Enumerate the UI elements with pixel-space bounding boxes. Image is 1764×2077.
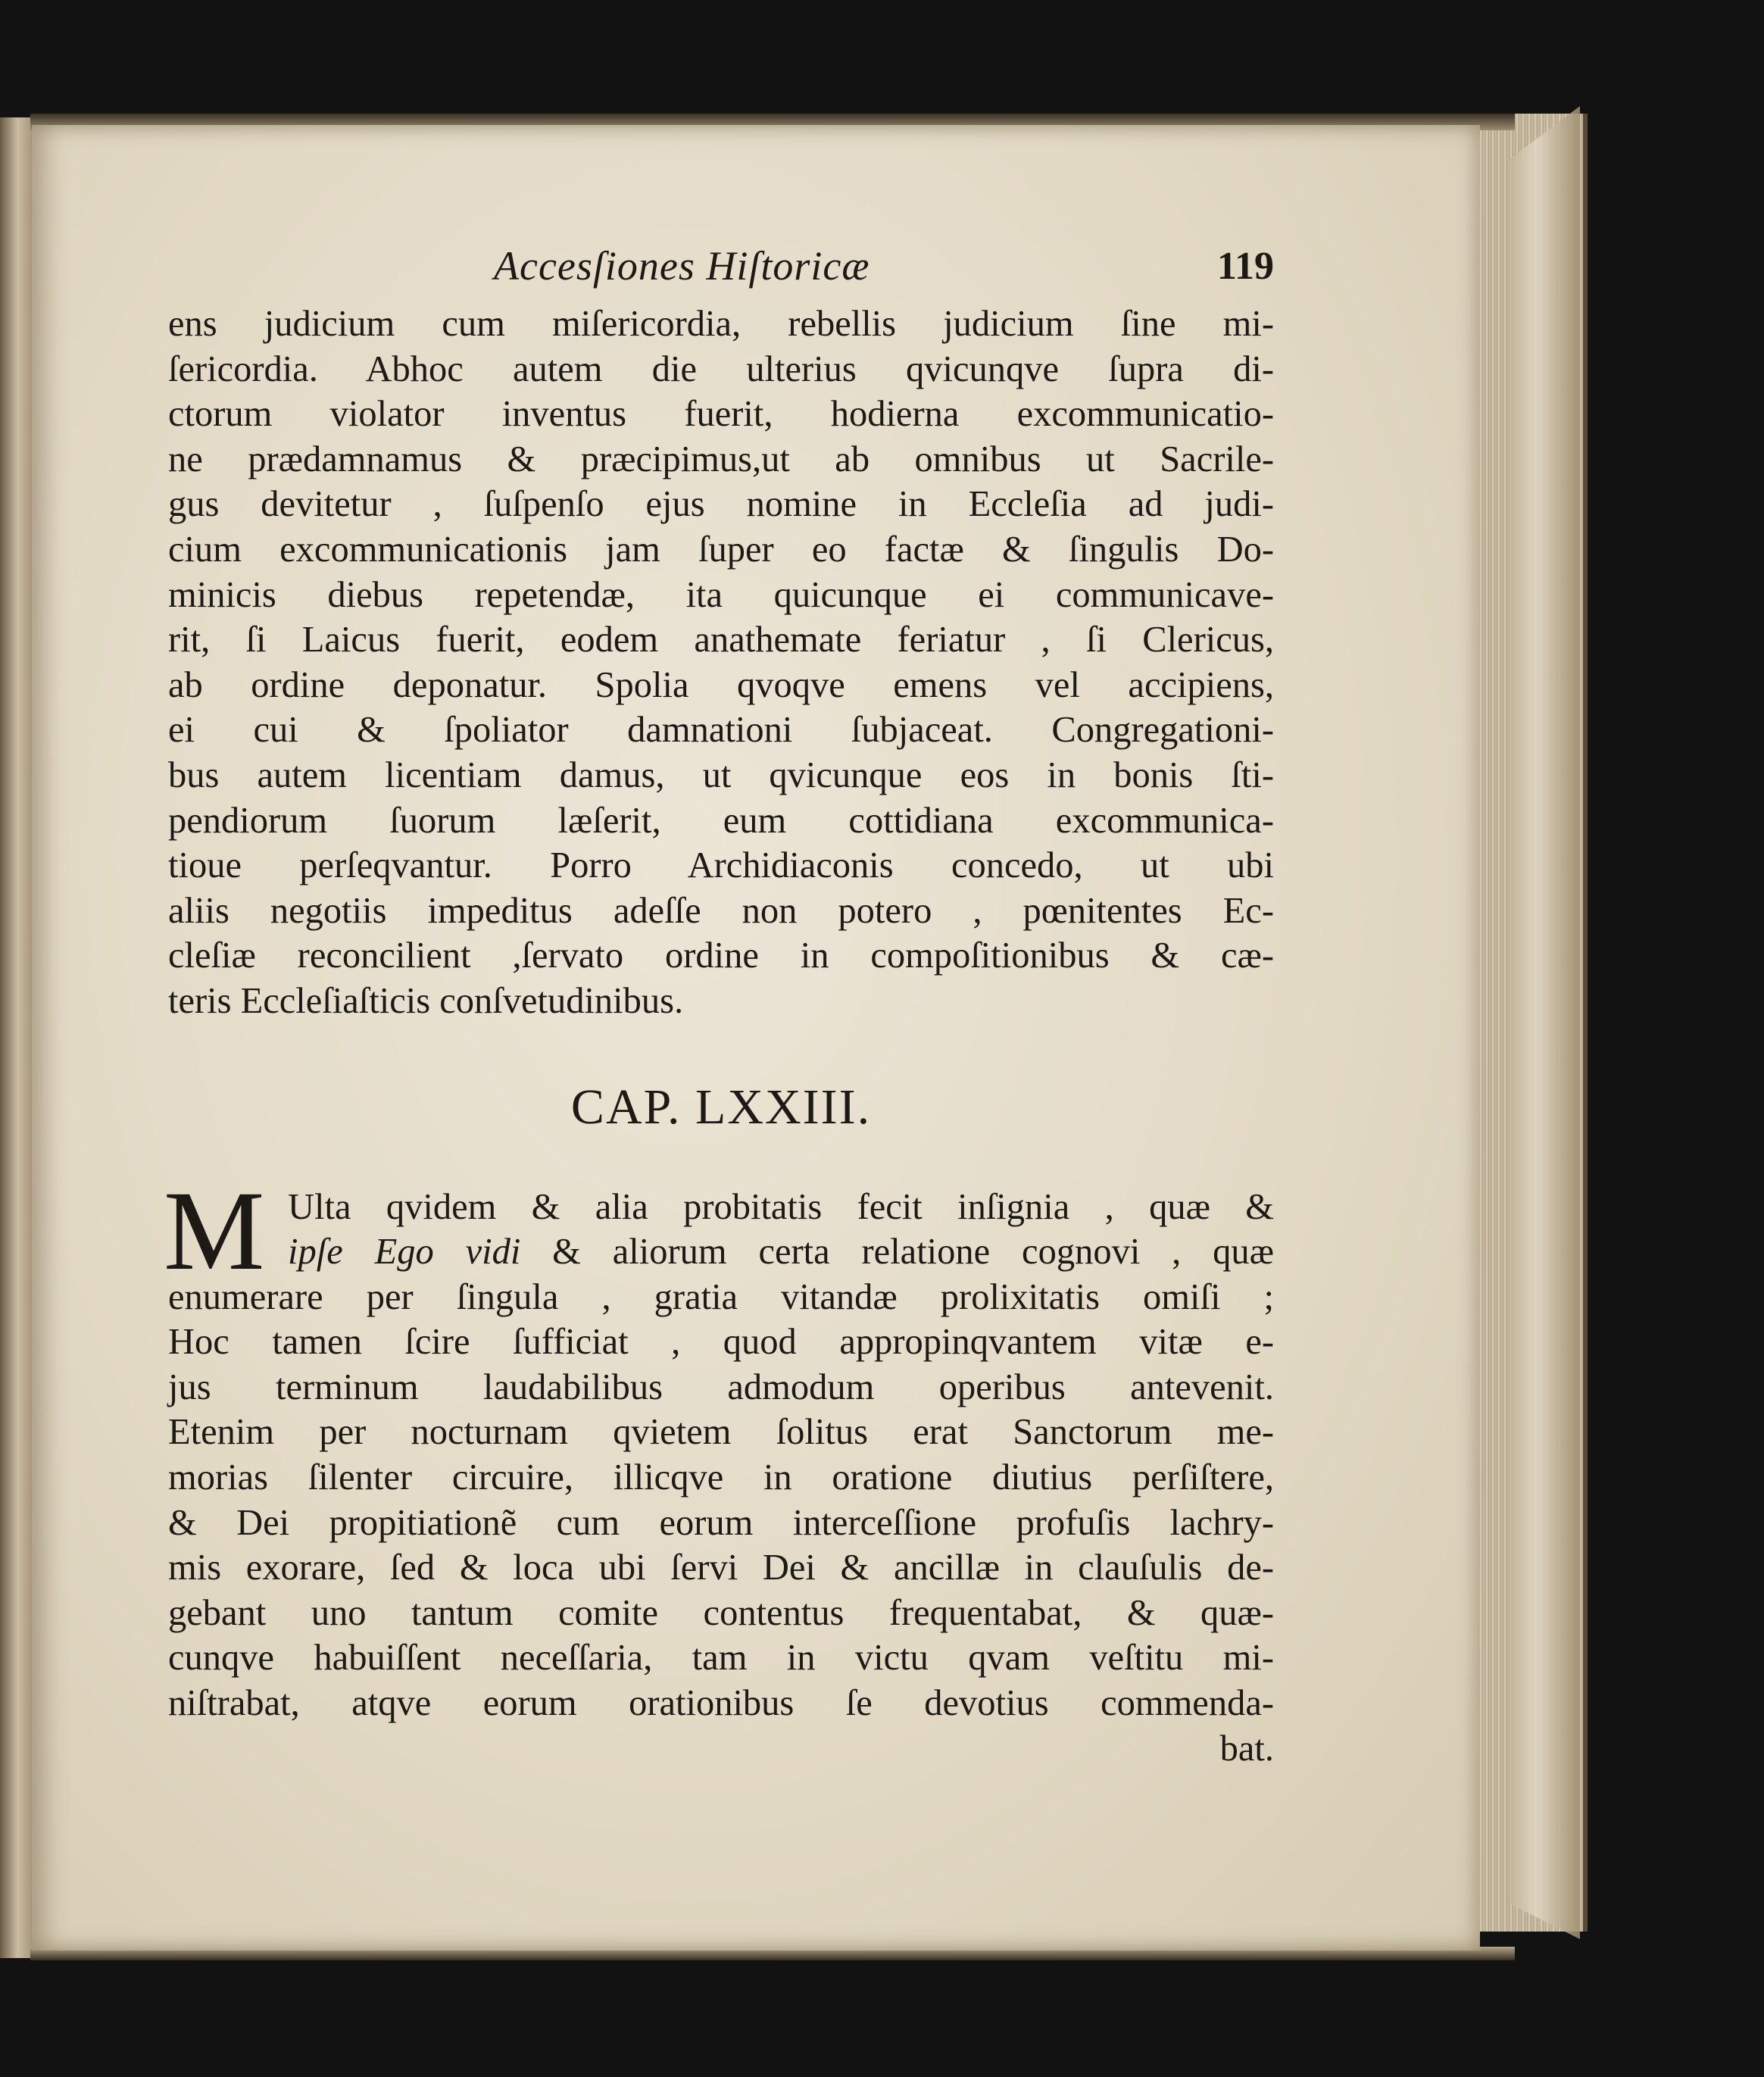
text-line: morias ſilenter circuire, illicqve in oratione diutius perſiſtere,: [168, 1457, 1274, 1498]
text-span: & aliorum certa relatione cognovi , quæ: [520, 1232, 1274, 1273]
paragraph-1: [168, 301, 1274, 1024]
running-title: Accesſiones Hiſtoricæ: [494, 243, 870, 289]
text-line: ei cui & ſpoliator damnationi ſubjaceat. Congregationi-: [168, 710, 1274, 751]
text-line: ne prædamnamus & præcipimus,ut ab omnibus ut Sacrile-: [168, 439, 1274, 479]
chapter-heading: CAP. LXXIII.: [570, 1079, 872, 1135]
page-edge-flap: [1507, 106, 1580, 1939]
text-line: cunqve habuiſſent neceſſaria, tam in victu qvam veſtitu mi-: [168, 1638, 1274, 1679]
italic-phrase: ipſe Ego vidi: [288, 1232, 521, 1273]
text-line: jus terminum laudabilibus admodum operibus antevenit.: [168, 1366, 1274, 1407]
text-line: Hoc tamen ſcire ſufficiat , quod appropinqvantem vitæ e-: [168, 1322, 1274, 1363]
text-line: niſtrabat, atqve eorum orationibus ſe devotius commenda-: [168, 1683, 1274, 1724]
text-line: [168, 1229, 1274, 1275]
text-line: cium excommunicationis jam ſuper eo factæ & ſingulis Do-: [168, 529, 1274, 570]
text-line: mis exorare, ſed & loca ubi ſervi Dei & ancillæ in clauſulis de-: [168, 1548, 1274, 1588]
running-head: [168, 242, 1274, 295]
adjacent-page-edge: [0, 117, 32, 1958]
book-page: [32, 125, 1480, 1951]
text-line: ens judicium cum miſericordia, rebellis judicium ſine mi-: [168, 304, 1274, 344]
text-line: teris Eccleſiaſticis conſvetudinibus.: [168, 980, 684, 1021]
text-line: aliis negotiis impeditus adeſſe non potero , pœnitentes Ec-: [168, 890, 1274, 931]
drop-cap: M: [164, 1167, 265, 1294]
text-line: tioue perſeqvantur. Porro Archidiaconis concedo, ut ubi: [168, 845, 1274, 886]
text-block: [164, 242, 1274, 1771]
text-line: ctorum violator inventus fuerit, hodierna excommunicatio-: [168, 394, 1274, 435]
text-line: Etenim per nocturnam qvietem ſolitus erat Sanctorum me-: [168, 1412, 1274, 1453]
text-line: ab ordine deponatur. Spolia qvoqve emens vel accipiens,: [168, 664, 1274, 705]
text-line: bus autem licentiam damus, ut qvicunque eos in bonis ſti-: [168, 754, 1274, 795]
text-line: gus devitetur , ſuſpenſo ejus nomine in Eccleſia ad judi-: [168, 484, 1274, 525]
text-line: Ulta qvidem & alia probitatis fecit inſignia , quæ &: [288, 1186, 1274, 1227]
text-line: ſericordia. Abhoc autem die ulterius qvicunqve ſupra di-: [168, 348, 1274, 389]
text-line: rit, ſi Laicus fuerit, eodem anathemate feriatur , ſi Clericus,: [168, 620, 1274, 661]
text-line: minicis diebus repetendæ, ita quicunque ei communicave-: [168, 574, 1274, 615]
text-line: gebant uno tantum comite contentus frequentabat, & quæ-: [168, 1592, 1274, 1633]
page-number: 119: [1216, 245, 1274, 288]
catchword: bat.: [1219, 1728, 1274, 1769]
text-line: pendiorum ſuorum læſerit, eum cottidiana excommunica-: [168, 800, 1274, 841]
text-line: enumerare per ſingula , gratia vitandæ prolixitatis omiſi ;: [168, 1276, 1274, 1317]
text-line: & Dei propitiationẽ cum eorum interceſſione profuſis lachry-: [168, 1502, 1274, 1543]
paragraph-2: [164, 1167, 1274, 1772]
text-line: cleſiæ reconcilient ,ſervato ordine in compoſitionibus & cæ-: [168, 935, 1274, 976]
